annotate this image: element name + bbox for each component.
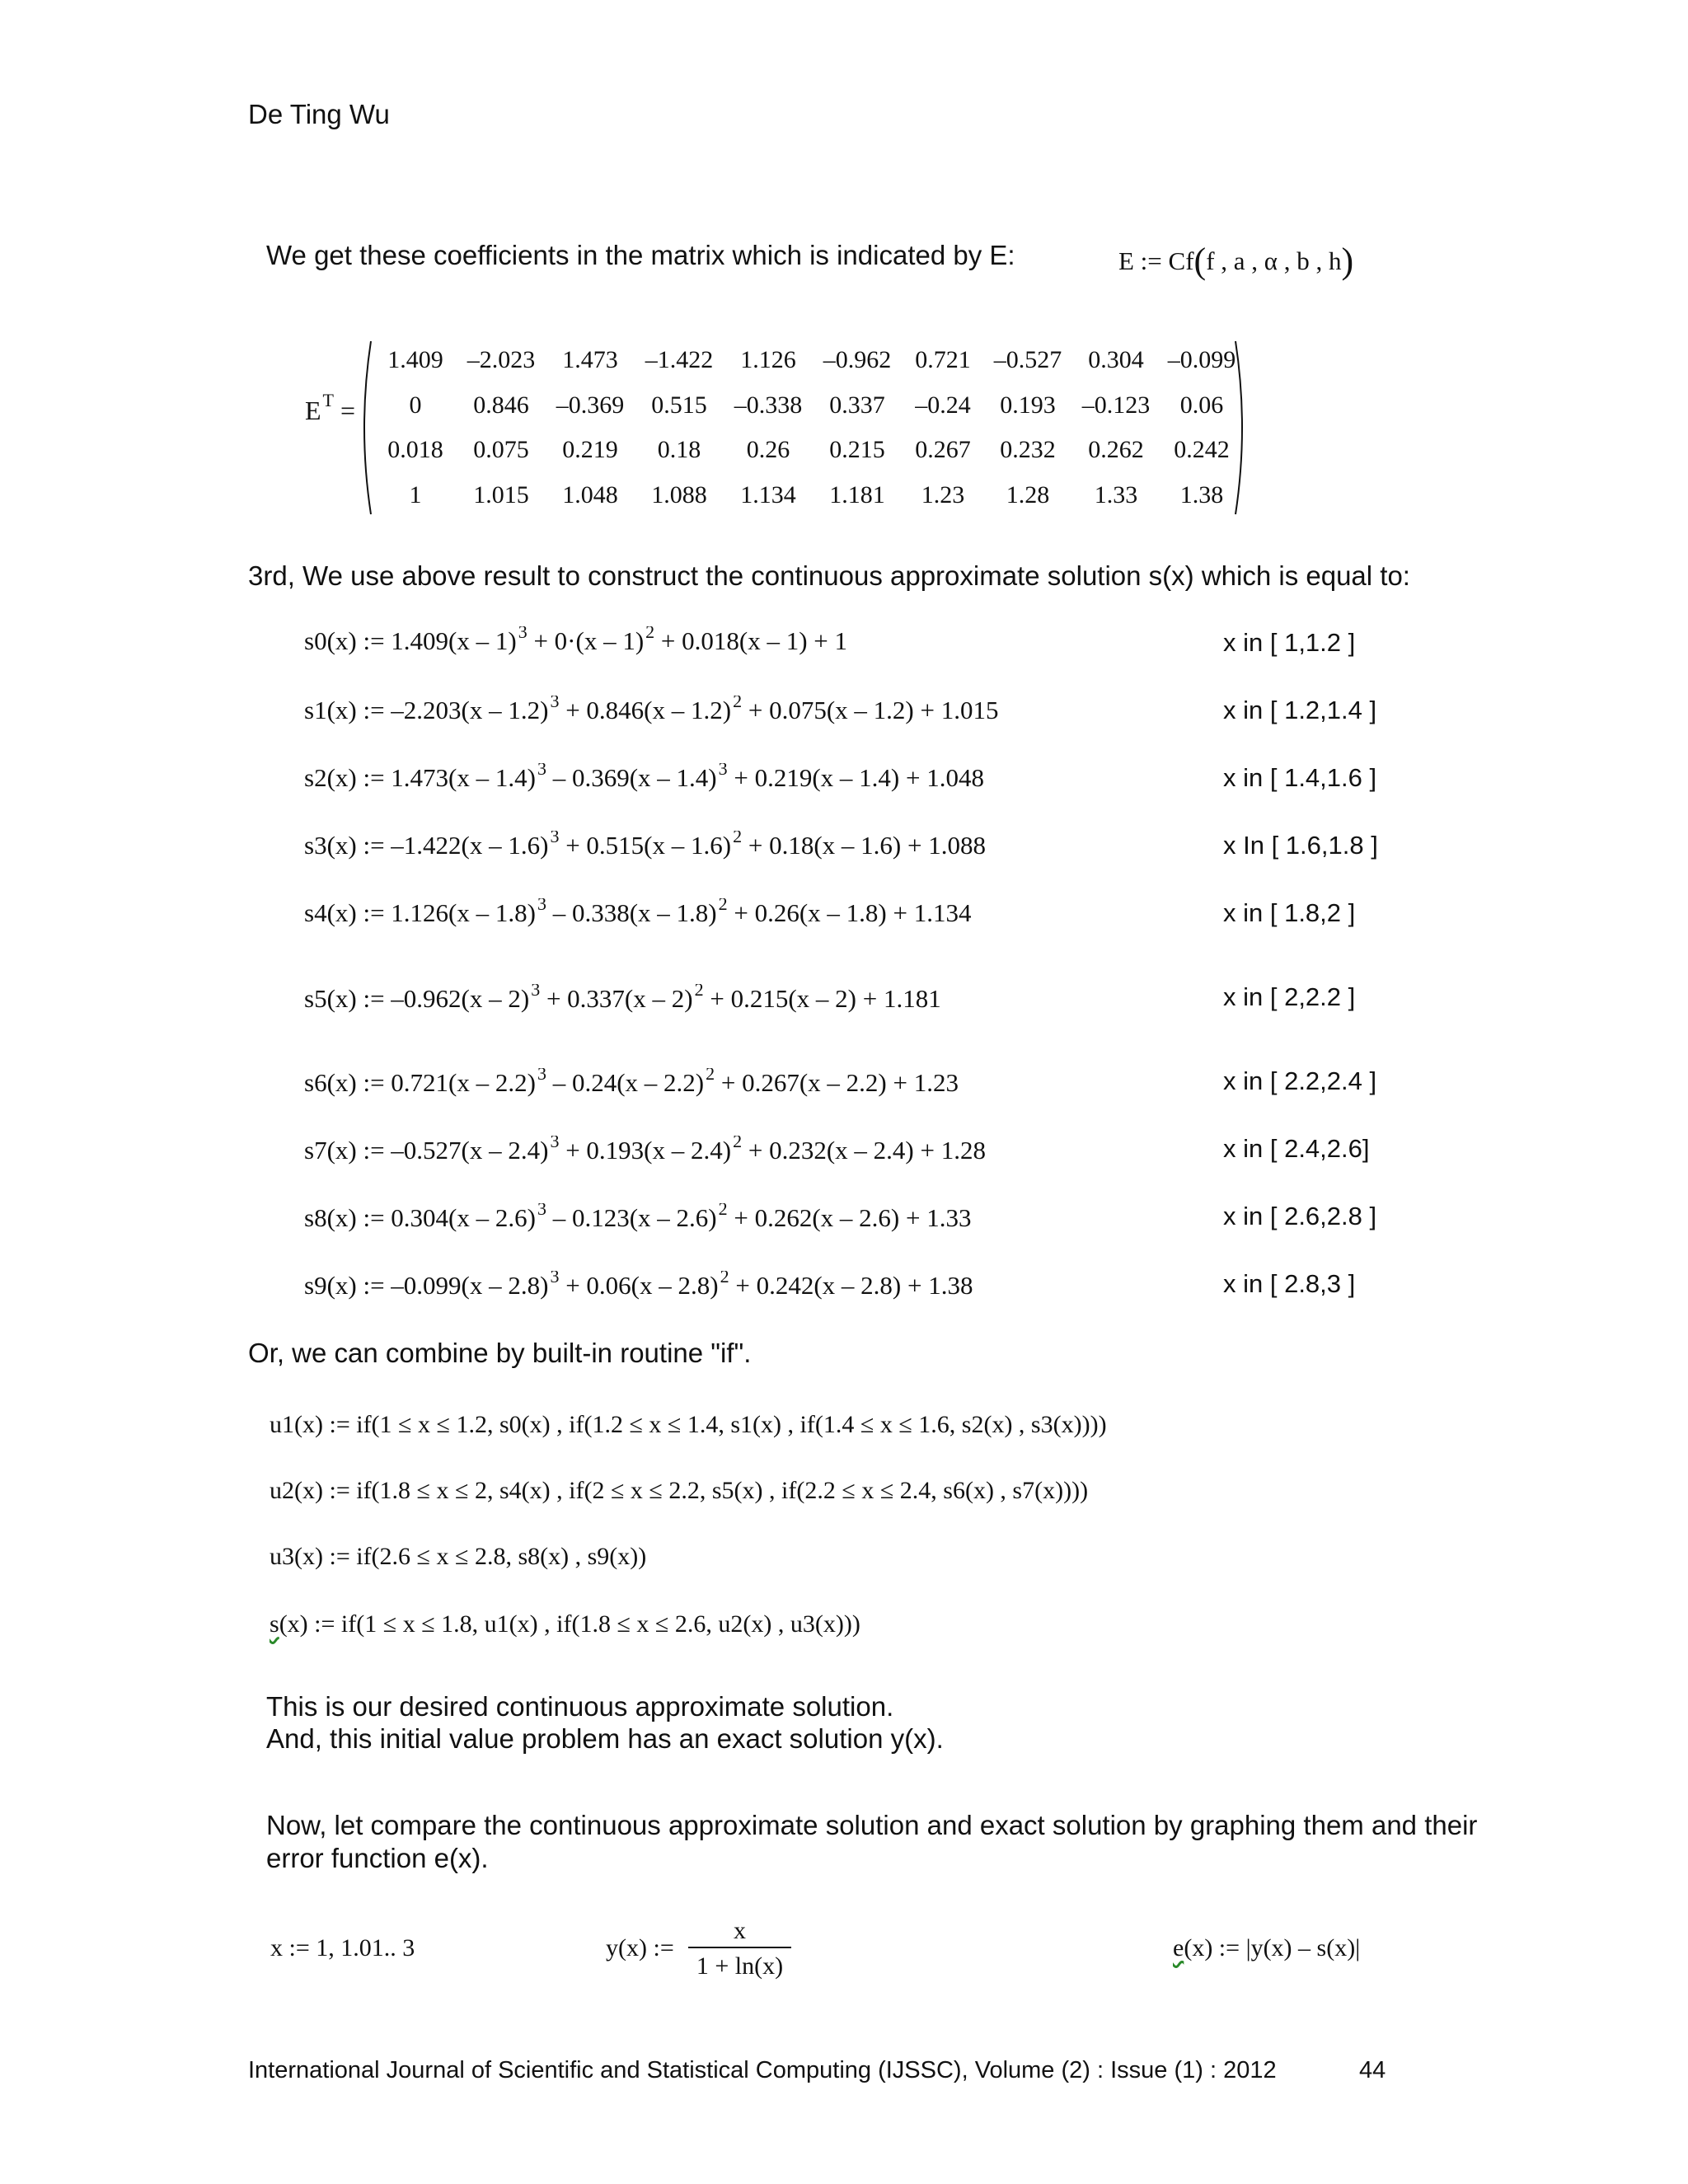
formula-args: f , a , α , b , h <box>1206 246 1342 275</box>
exponent: 2 <box>645 626 655 642</box>
matrix-cell: 0.075 <box>473 436 529 464</box>
spline-term: s0(x) := 1.409(x – 1) <box>304 626 517 655</box>
matrix-cell: 0.337 <box>829 391 885 419</box>
spline-range-s8: x in [ 2.6,2.8 ] <box>1223 1202 1377 1230</box>
spline-term: + 0.193(x – 2.4) <box>559 1136 732 1165</box>
matrix-cell: 0.26 <box>746 436 790 464</box>
exponent: 2 <box>718 898 728 914</box>
spline-term: + 0.242(x – 2.8) + 1.38 <box>729 1271 973 1300</box>
exponent: 2 <box>694 984 704 1000</box>
matrix-cell: –0.369 <box>556 391 625 419</box>
spline-equation <box>304 1203 1048 1233</box>
spline-equation <box>304 1068 1048 1098</box>
exponent: 2 <box>718 1203 728 1219</box>
page-number: 44 <box>1359 2057 1386 2083</box>
matrix-row <box>374 338 1243 383</box>
spline-equation <box>304 626 1048 656</box>
exponent: 3 <box>537 1068 546 1084</box>
exponent: 3 <box>537 1203 546 1219</box>
spline-term: – 0.338(x – 1.8) <box>546 898 717 927</box>
spline-term: + 0.267(x – 2.2) + 1.23 <box>715 1068 959 1097</box>
spline-term: s3(x) := –1.422(x – 1.6) <box>304 831 549 860</box>
step3-text: 3rd, We use above result to construct the continuous approximate solution s(x) which is equal to: <box>248 560 1410 591</box>
desired-line-2: And, this initial value problem has an exact solution y(x). <box>266 1723 944 1754</box>
s-function-name: s <box>270 1610 279 1638</box>
matrix-row <box>374 473 1243 518</box>
spline-s0 <box>304 626 1048 656</box>
matrix-cell: 0.515 <box>651 391 707 419</box>
spline-range-s5: x in [ 2,2.2 ] <box>1223 982 1356 1011</box>
matrix-cell: –1.422 <box>645 346 714 374</box>
spline-term: s1(x) := –2.203(x – 1.2) <box>304 696 549 724</box>
matrix-cell: 1.28 <box>1006 480 1050 509</box>
spline-range-s6: x in [ 2.2,2.4 ] <box>1223 1066 1377 1095</box>
spline-term: + 0.337(x – 2) <box>540 984 693 1013</box>
y-definition-fraction <box>688 1915 791 1981</box>
matrix-cell: –0.527 <box>993 346 1062 374</box>
s-definition <box>270 1610 860 1638</box>
matrix-cell: 0.06 <box>1179 391 1224 419</box>
matrix-cell: 1.126 <box>740 346 796 374</box>
spline-term: s2(x) := 1.473(x – 1.4) <box>304 763 536 792</box>
matrix-cell: 1.23 <box>921 480 965 509</box>
matrix-cell: 0.219 <box>562 436 618 464</box>
matrix-cell: –0.24 <box>915 391 971 419</box>
spline-term: + 0.232(x – 2.4) + 1.28 <box>742 1136 986 1165</box>
spline-term: + 0.075(x – 1.2) + 1.015 <box>742 696 999 724</box>
exponent: 3 <box>550 831 560 846</box>
exponent: 3 <box>550 1136 560 1151</box>
matrix-label <box>305 390 356 426</box>
spline-term: + 0.215(x – 2) + 1.181 <box>703 984 941 1013</box>
spline-s9 <box>304 1271 1048 1301</box>
x-range-definition: x := 1, 1.01.. 3 <box>270 1934 415 1961</box>
spline-range-s0: x in [ 1,1.2 ] <box>1223 628 1356 657</box>
exponent: 2 <box>733 696 743 711</box>
matrix-table <box>374 338 1243 518</box>
matrix-cell: 1.473 <box>562 346 618 374</box>
matrix-cell: 0 <box>409 391 422 419</box>
spline-term: s5(x) := –0.962(x – 2) <box>304 984 530 1013</box>
matrix-cell: 1.134 <box>740 480 796 509</box>
spline-range-s7: x in [ 2.4,2.6] <box>1223 1134 1370 1163</box>
spline-term: + 0.515(x – 1.6) <box>559 831 732 860</box>
matrix-cell: 0.304 <box>1088 346 1144 374</box>
matrix-cell: 1.33 <box>1094 480 1138 509</box>
spline-equation <box>304 696 1048 725</box>
open-paren: ( <box>1193 241 1207 281</box>
exponent: 3 <box>550 1271 560 1286</box>
compare-line-2: error function e(x). <box>266 1843 489 1873</box>
spline-term: s9(x) := –0.099(x – 2.8) <box>304 1271 549 1300</box>
matrix-row <box>374 383 1243 429</box>
spline-range-s4: x in [ 1.8,2 ] <box>1223 898 1356 927</box>
compare-line-1: Now, let compare the continuous approximate solution and exact solution by graphing them and their <box>266 1810 1478 1840</box>
exponent: 2 <box>720 1271 729 1286</box>
spline-term: – 0.24(x – 2.2) <box>546 1068 705 1097</box>
spline-range-s1: x in [ 1.2,1.4 ] <box>1223 696 1377 724</box>
exponent: 2 <box>733 831 743 846</box>
matrix-cell: 1 <box>409 480 422 509</box>
spline-s8 <box>304 1203 1048 1233</box>
spline-s5 <box>304 984 1048 1014</box>
y-definition-lhs: y(x) := <box>606 1934 674 1961</box>
spline-s7 <box>304 1136 1048 1165</box>
spline-range-s3: x In [ 1.6,1.8 ] <box>1223 831 1378 860</box>
spline-term: s6(x) := 0.721(x – 2.2) <box>304 1068 536 1097</box>
matrix-cell: –0.962 <box>823 346 892 374</box>
matrix-cell: 0.193 <box>1000 391 1056 419</box>
spline-term: + 0.262(x – 2.6) + 1.33 <box>727 1203 972 1232</box>
exponent: 2 <box>706 1068 715 1084</box>
coefficient-formula <box>1118 237 1353 279</box>
spline-equation <box>304 898 1048 928</box>
matrix-cell: 1.015 <box>473 480 529 509</box>
matrix-cell: 1.048 <box>562 480 618 509</box>
spline-equation <box>304 984 1048 1014</box>
coefficient-matrix <box>356 338 1250 518</box>
matrix-cell: 0.18 <box>657 436 701 464</box>
e-definition-body: (x) := |y(x) – s(x)| <box>1184 1934 1361 1961</box>
spline-equation <box>304 1271 1048 1301</box>
spline-term: + 0.18(x – 1.6) + 1.088 <box>742 831 986 860</box>
matrix-cell: –0.338 <box>734 391 803 419</box>
u3-definition: u3(x) := if(2.6 ≤ x ≤ 2.8, s8(x) , s9(x)) <box>270 1543 647 1570</box>
matrix-cell: 0.262 <box>1088 436 1144 464</box>
spline-equation <box>304 763 1048 793</box>
spline-term: + 0.018(x – 1) + 1 <box>654 626 848 655</box>
spline-s6 <box>304 1068 1048 1098</box>
spline-range-s2: x in [ 1.4,1.6 ] <box>1223 763 1377 792</box>
matrix-cell: 1.409 <box>387 346 443 374</box>
matrix-cell: 0.018 <box>387 436 443 464</box>
spline-term: – 0.369(x – 1.4) <box>546 763 717 792</box>
spline-term: + 0·(x – 1) <box>527 626 645 655</box>
y-numerator: x <box>734 1917 746 1944</box>
matrix-equals: = <box>340 396 356 425</box>
spline-s1 <box>304 696 1048 725</box>
spline-s4 <box>304 898 1048 928</box>
combine-text: Or, we can combine by built-in routine "if". <box>248 1338 752 1368</box>
matrix-cell: 1.088 <box>651 480 707 509</box>
exponent: 3 <box>537 898 546 914</box>
matrix-cell: 0.215 <box>829 436 885 464</box>
exponent: 3 <box>550 696 560 711</box>
matrix-cell: –0.123 <box>1081 391 1151 419</box>
s-definition-body: (x) := if(1 ≤ x ≤ 1.8, u1(x) , if(1.8 ≤ x ≤ 2.6, u2(x) , u3(x))) <box>279 1610 860 1638</box>
desired-line-1: This is our desired continuous approximate solution. <box>266 1691 894 1722</box>
exponent: 3 <box>718 763 728 779</box>
exponent: 2 <box>733 1136 743 1151</box>
formula-lhs: E := Cf <box>1118 246 1194 275</box>
matrix-cell: –2.023 <box>467 346 536 374</box>
exponent: 3 <box>537 763 546 779</box>
intro-text: We get these coefficients in the matrix which is indicated by E: <box>266 240 1015 270</box>
matrix-cell: 0.721 <box>915 346 971 374</box>
matrix-cell: 1.38 <box>1179 480 1224 509</box>
spline-term: – 0.123(x – 2.6) <box>546 1203 717 1232</box>
matrix-cell: 0.242 <box>1174 436 1230 464</box>
spline-equation <box>304 1136 1048 1165</box>
u1-definition: u1(x) := if(1 ≤ x ≤ 1.2, s0(x) , if(1.2 ≤ x ≤ 1.4, s1(x) , if(1.4 ≤ x ≤ 1.6, s2(x) , s3(x)))) <box>270 1411 1107 1438</box>
spline-term: s4(x) := 1.126(x – 1.8) <box>304 898 536 927</box>
e-function-name: e <box>1173 1934 1184 1961</box>
spline-term: s7(x) := –0.527(x – 2.4) <box>304 1136 549 1165</box>
journal-footer: International Journal of Scientific and Statistical Computing (IJSSC), Volume (2) : Issue (1) : 2012 <box>248 2057 1277 2083</box>
spline-equation <box>304 831 1048 860</box>
close-paren: ) <box>1341 241 1354 281</box>
matrix-cell: 0.846 <box>473 391 529 419</box>
spline-term: + 0.26(x – 1.8) + 1.134 <box>727 898 972 927</box>
spline-s3 <box>304 831 1048 860</box>
spline-term: + 0.06(x – 2.8) <box>559 1271 719 1300</box>
matrix-cell: –0.099 <box>1167 346 1236 374</box>
author-name: De Ting Wu <box>248 99 390 129</box>
transpose-sup: T <box>322 390 334 410</box>
spline-range-s9: x in [ 2.8,3 ] <box>1223 1269 1356 1298</box>
spline-term: + 0.846(x – 1.2) <box>559 696 732 724</box>
spline-term: s8(x) := 0.304(x – 2.6) <box>304 1203 536 1232</box>
spline-s2 <box>304 763 1048 793</box>
matrix-cell: 0.232 <box>1000 436 1056 464</box>
matrix-row <box>374 428 1243 473</box>
y-denominator: 1 + ln(x) <box>696 1952 784 1980</box>
matrix-cell: 0.267 <box>915 436 971 464</box>
error-definition <box>1173 1934 1360 1962</box>
spline-term: + 0.219(x – 1.4) + 1.048 <box>727 763 984 792</box>
matrix-cell: 1.181 <box>829 480 885 509</box>
exponent: 3 <box>531 984 541 1000</box>
matrix-label-name: E <box>305 396 321 425</box>
exponent: 3 <box>518 626 528 642</box>
u2-definition: u2(x) := if(1.8 ≤ x ≤ 2, s4(x) , if(2 ≤ x ≤ 2.2, s5(x) , if(2.2 ≤ x ≤ 2.4, s6(x) , s7(x)))) <box>270 1477 1089 1504</box>
